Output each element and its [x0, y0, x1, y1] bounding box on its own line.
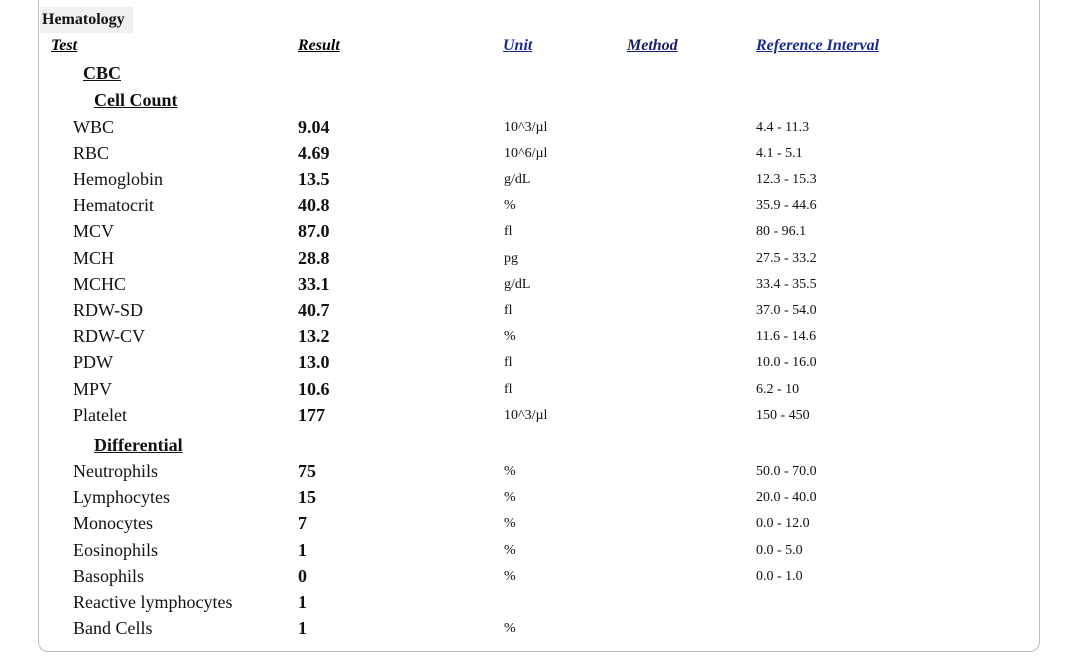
group-heading-cell-count: Cell Count [94, 90, 178, 110]
column-header-reference-interval: Reference Interval [756, 37, 880, 54]
test-unit: % [504, 621, 516, 636]
reference-interval: 33.4 - 35.5 [756, 277, 817, 292]
test-result: 75 [298, 461, 316, 481]
table-row [0, 272, 1080, 298]
table-row [0, 485, 1080, 511]
test-unit: fl [504, 224, 513, 239]
test-result: 15 [298, 487, 316, 507]
column-header-result: Result [298, 37, 340, 54]
test-name: PDW [73, 352, 113, 372]
section-title: Hematology [40, 7, 133, 33]
test-unit: % [504, 516, 516, 531]
test-result: 33.1 [298, 274, 330, 294]
test-name: Band Cells [73, 618, 153, 638]
reference-interval: 150 - 450 [756, 408, 810, 423]
test-result: 13.2 [298, 326, 330, 346]
group-heading-differential: Differential [94, 435, 183, 455]
table-row [0, 324, 1080, 350]
test-name: RDW-CV [73, 326, 145, 346]
test-name: Neutrophils [73, 461, 158, 481]
column-header-method: Method [627, 37, 678, 54]
reference-interval: 10.0 - 16.0 [756, 355, 817, 370]
reference-interval: 27.5 - 33.2 [756, 251, 817, 266]
reference-interval: 50.0 - 70.0 [756, 464, 817, 479]
table-row [0, 616, 1080, 642]
test-name: RDW-SD [73, 300, 144, 320]
reference-interval: 0.0 - 5.0 [756, 543, 803, 558]
test-name: MCV [73, 221, 115, 241]
test-name: Reactive lymphocytes [73, 592, 233, 612]
test-unit: % [504, 490, 516, 505]
table-row [0, 459, 1080, 485]
table-row [0, 193, 1080, 219]
table-row [0, 115, 1080, 141]
test-result: 7 [298, 513, 307, 533]
reference-interval: 11.6 - 14.6 [756, 329, 817, 344]
reference-interval: 80 - 96.1 [756, 224, 807, 239]
test-result: 40.7 [298, 300, 330, 320]
reference-interval: 4.4 - 11.3 [756, 120, 810, 135]
table-row [0, 167, 1080, 193]
table-row [0, 298, 1080, 324]
test-name: MCH [73, 248, 115, 268]
test-result: 10.6 [298, 379, 330, 399]
test-result: 1 [298, 540, 307, 560]
table-row [0, 141, 1080, 167]
column-header-unit: Unit [503, 37, 533, 54]
reference-interval: 12.3 - 15.3 [756, 172, 817, 187]
test-unit: pg [504, 251, 518, 266]
reference-interval: 35.9 - 44.6 [756, 198, 817, 213]
table-row [0, 219, 1080, 245]
table-row [0, 403, 1080, 429]
reference-interval: 4.1 - 5.1 [756, 146, 803, 161]
reference-interval: 20.0 - 40.0 [756, 490, 817, 505]
test-result: 1 [298, 592, 307, 612]
reference-interval: 0.0 - 12.0 [756, 516, 810, 531]
test-name: MCHC [73, 274, 127, 294]
table-row [0, 590, 1080, 616]
test-name: Hematocrit [73, 195, 154, 215]
table-row [0, 538, 1080, 564]
test-unit: fl [504, 355, 513, 370]
table-row [0, 377, 1080, 403]
test-name: Monocytes [73, 513, 153, 533]
test-result: 9.04 [298, 117, 330, 137]
table-row [0, 246, 1080, 272]
test-name: Hemoglobin [73, 169, 163, 189]
test-result: 0 [298, 566, 307, 586]
reference-interval: 0.0 - 1.0 [756, 569, 803, 584]
test-result: 177 [298, 405, 325, 425]
test-unit: % [504, 543, 516, 558]
reference-interval: 6.2 - 10 [756, 382, 800, 397]
test-name: WBC [73, 117, 115, 137]
test-name: RBC [73, 143, 110, 163]
table-row [0, 511, 1080, 537]
test-unit: g/dL [504, 277, 531, 292]
test-result: 40.8 [298, 195, 330, 215]
test-result: 1 [298, 618, 307, 638]
test-result: 13.0 [298, 352, 330, 372]
test-result: 87.0 [298, 221, 330, 241]
test-unit: fl [504, 382, 513, 397]
test-result: 4.69 [298, 143, 330, 163]
test-name: Lymphocytes [73, 487, 170, 507]
test-unit: 10^3/µl [504, 120, 548, 135]
test-name: Eosinophils [73, 540, 159, 560]
table-row [0, 350, 1080, 376]
test-name: MPV [73, 379, 113, 399]
test-unit: % [504, 464, 516, 479]
test-unit: % [504, 198, 516, 213]
test-name: Basophils [73, 566, 145, 586]
test-unit: 10^3/µl [504, 408, 548, 423]
test-name: Platelet [73, 405, 127, 425]
column-header-test: Test [51, 37, 78, 54]
test-unit: % [504, 329, 516, 344]
test-result: 28.8 [298, 248, 330, 268]
test-unit: 10^6/µl [504, 146, 548, 161]
group-heading-cbc: CBC [83, 63, 122, 83]
test-unit: % [504, 569, 516, 584]
test-unit: fl [504, 303, 513, 318]
table-row [0, 564, 1080, 590]
test-unit: g/dL [504, 172, 531, 187]
test-result: 13.5 [298, 169, 330, 189]
reference-interval: 37.0 - 54.0 [756, 303, 817, 318]
